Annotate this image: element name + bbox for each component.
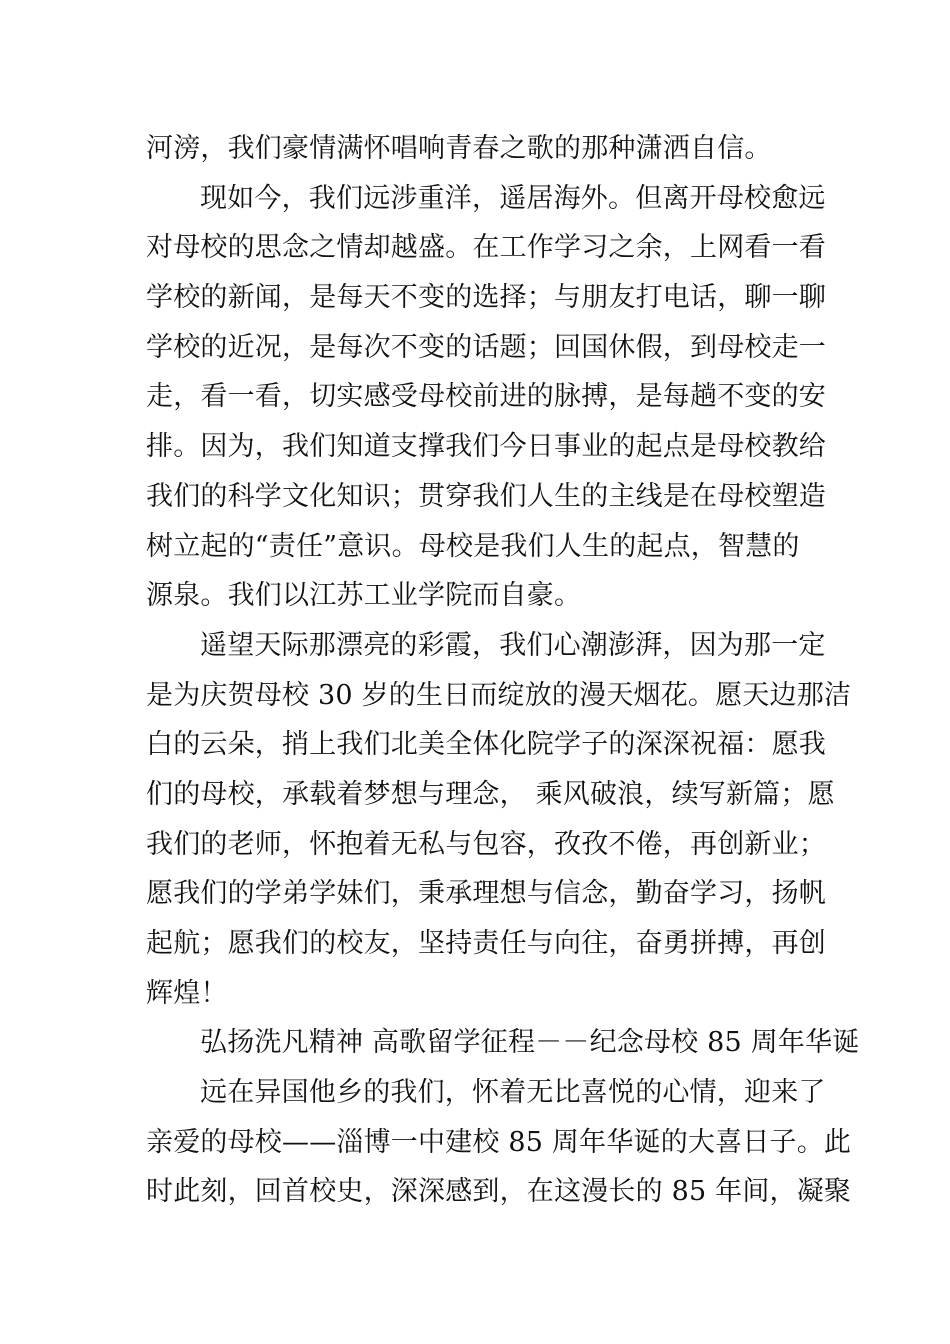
text-line: 时此刻，回首校史，深深感到，在这漫长的 85 年间，凝聚	[146, 1176, 852, 1208]
text-line: 是为庆贺母校 30 岁的生日而绽放的漫天烟花。愿天边那洁	[146, 679, 852, 711]
text-line: 远在异国他乡的我们，怀着无比喜悦的心情，迎来了	[200, 1077, 826, 1109]
text-line: 愿我们的学弟学妹们，秉承理想与信念，勤奋学习，扬帆	[146, 878, 826, 910]
text-line: 遥望天际那漂亮的彩霞，我们心潮澎湃，因为那一定	[200, 629, 826, 661]
text-line: 弘扬洗凡精神 高歌留学征程－－纪念母校 85 周年华诞	[200, 1027, 860, 1059]
text-line: 们的母校，承载着梦想与理念， 乘风破浪，续写新篇；愿	[146, 778, 835, 810]
text-line: 排。因为，我们知道支撑我们今日事业的起点是母校教给	[146, 431, 826, 463]
text-line: 起航；愿我们的校友，坚持责任与向往，奋勇拼搏，再创	[146, 928, 826, 959]
text-line: 源泉。我们以江苏工业学院而自豪。	[146, 580, 582, 612]
text-line: 树立起的“责任”意识。母校是我们人生的起点，智慧的	[146, 530, 800, 562]
text-line: 白的云朵，捎上我们北美全体化院学子的深深祝福：愿我	[146, 729, 826, 761]
text-line: 河滂，我们豪情满怀唱响青春之歌的那种潇洒自信。	[146, 133, 772, 164]
text-line: 亲爱的母校——淄博一中建校 85 周年华诞的大喜日子。此	[146, 1126, 852, 1158]
text-line: 学校的近况，是每次不变的话题；回国休假，到母校走一	[146, 331, 826, 363]
text-line: 我们的科学文化知识；贯穿我们人生的主线是在母校塑造	[146, 480, 826, 512]
text-line: 现如今，我们远涉重洋，遥居海外。但离开母校愈远	[200, 182, 826, 214]
text-line: 走，看一看，切实感受母校前进的脉搏，是每趟不变的安	[146, 381, 826, 413]
text-line: 对母校的思念之情却越盛。在工作学习之余，上网看一看	[146, 232, 826, 264]
text-line: 我们的老师，怀抱着无私与包容，孜孜不倦，再创新业；	[146, 828, 826, 860]
document-body	[146, 124, 860, 1217]
text-line: 辉煌！	[146, 977, 228, 1009]
text-line: 学校的新闻，是每天不变的选择；与朋友打电话，聊一聊	[146, 282, 826, 314]
